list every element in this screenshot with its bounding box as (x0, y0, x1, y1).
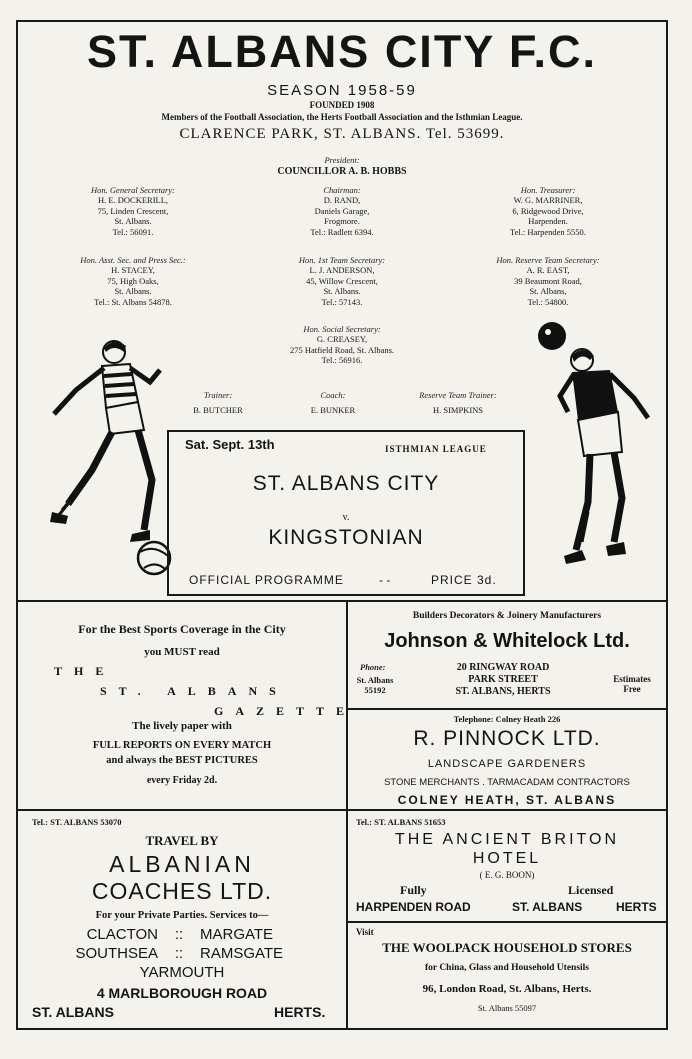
official-line: L. J. ANDERSON, (309, 265, 375, 275)
trainer-role: Reserve Team Trainer: (419, 390, 497, 400)
albanian-county: HERTS. (274, 1004, 326, 1020)
trainer-role: Trainer: (203, 390, 233, 400)
left-footballer-illustration (32, 330, 172, 580)
programme-page (16, 20, 668, 1030)
ancient-licensed: Licensed (568, 883, 614, 897)
ancient-owner: ( E. G. BOON) (479, 870, 535, 880)
woolpack-visit: Visit (356, 927, 374, 937)
official-line: W. G. MARRINER, (513, 195, 583, 205)
pinnock-advert (348, 710, 666, 809)
programme-price: PRICE 3d. (431, 573, 497, 587)
official-programme: OFFICIAL PROGRAMME (189, 573, 344, 587)
gazette-reports: FULL REPORTS ON EVERY MATCH (92, 740, 272, 751)
official-role: Hon. Reserve Team Secretary: (496, 255, 600, 265)
pinnock-tel: Telephone: Colney Heath 226 (453, 714, 561, 724)
johnson-address2: PARK STREET (468, 674, 538, 685)
official-line: 75, High Oaks, (107, 275, 159, 286)
official-line: H. E. DOCKERILL, (97, 195, 169, 205)
official-line: Harpenden. (528, 216, 568, 226)
johnson-estimates: Estimates Free (613, 674, 651, 694)
reserve-trainer (383, 390, 533, 416)
official-line: Tel.: St. Albans 54878. (94, 296, 172, 307)
official-line: H. STACEY, (111, 265, 155, 275)
destination-clacton: CLACTON (86, 926, 158, 943)
gazette-pictures: and always the BEST PICTURES (106, 755, 258, 766)
official-first-team-secretary (242, 255, 442, 307)
trainer-name: E. BUNKER (310, 405, 356, 415)
albanian-address: 4 MARLBOROUGH ROAD (96, 985, 268, 1001)
official-line: St. Albans. (114, 286, 152, 296)
gazette-line2: you MUST read (144, 646, 220, 658)
albanian-tel: Tel.: ST. ALBANS 53070 (32, 817, 122, 827)
pinnock-name: R. PINNOCK LTD. (413, 727, 601, 750)
home-team: ST. ALBANS CITY (252, 472, 440, 495)
official-reserve-secretary (448, 255, 648, 307)
official-line: 39 Beaumont Road, (514, 275, 582, 286)
members-line: Members of the Football Association, the Herts Football Association and the Isthmian League. (161, 112, 523, 122)
official-role: Hon. Social Secretary: (303, 324, 381, 334)
president-role: President: (324, 155, 360, 165)
official-line: St. Albans. (323, 286, 361, 296)
official-line: G. CREASEY, (316, 334, 368, 344)
johnson-phone-label: Phone: (360, 662, 386, 672)
johnson-trades: Builders Decorators & Joinery Manufacturers (412, 611, 602, 621)
ancient-road: HARPENDEN ROAD (356, 900, 471, 914)
official-line: Tel.: Radlett 6394. (310, 226, 374, 237)
woolpack-rule (348, 921, 666, 923)
johnson-whitelock-advert (348, 602, 666, 708)
match-date: Sat. Sept. 13th (185, 437, 275, 452)
trainer-name: B. BUTCHER (193, 405, 243, 415)
official-line: A. R. EAST, (526, 265, 570, 275)
johnson-address1: 20 RINGWAY ROAD (456, 662, 550, 673)
destination-separator: :: (174, 926, 184, 943)
ancient-name1: THE ANCIENT BRITON (394, 831, 620, 848)
johnson-name: Johnson & Whitelock Ltd. (384, 630, 630, 652)
ground-address: CLARENCE PARK, ST. ALBANS. Tel. 53699. (179, 126, 505, 142)
club-title: ST. ALBANS CITY F.C. (86, 26, 598, 77)
gazette-title: GAZETTE (214, 704, 357, 718)
right-footballer-illustration (530, 312, 660, 582)
woolpack-name: THE WOOLPACK HOUSEHOLD STORES (382, 940, 632, 955)
gazette-friday: every Friday 2d. (146, 775, 218, 786)
official-chairman (242, 185, 442, 237)
gazette-line1: For the Best Sports Coverage in the City (78, 622, 286, 636)
trainer-name: H. SIMPKINS (432, 405, 484, 415)
pinnock-sub: LANDSCAPE GARDENERS (427, 758, 587, 770)
official-line: Tel.: 54800. (527, 296, 569, 307)
official-line: 75, Linden Crescent, (97, 205, 169, 216)
season: SEASON 1958-59 (267, 82, 417, 99)
albanian-town: ST. ALBANS (32, 1004, 114, 1020)
official-role: Chairman: (323, 185, 361, 195)
official-role: Hon. 1st Team Secretary: (298, 255, 386, 265)
official-line: St. Albans, (529, 286, 567, 296)
dash-separator: - - (379, 573, 391, 587)
johnson-phone: St. Albans 55192 (356, 675, 394, 695)
destination-southsea: SOUTHSEA (75, 945, 158, 962)
official-line: Tel.: 57143. (321, 296, 363, 307)
woolpack-tel: St. Albans 55097 (477, 1003, 537, 1013)
ancient-county: HERTS (616, 900, 657, 914)
ancient-name2: HOTEL (472, 850, 542, 867)
destination-separator: :: (174, 945, 184, 962)
woolpack-for: for China, Glass and Household Utensils (424, 963, 589, 973)
founded: FOUNDED 1908 (309, 100, 375, 110)
official-treasurer (448, 185, 648, 237)
official-line: Tel.: 56916. (321, 355, 363, 365)
official-role: Hon. Treasurer: (520, 185, 576, 195)
albanian-private: For your Private Parties. Services to— (95, 910, 269, 921)
destination-ramsgate: RAMSGATE (200, 945, 284, 962)
woolpack-address: 96, London Road, St. Albans, Herts. (422, 983, 592, 995)
official-role: Hon. General Secretary: (91, 185, 175, 195)
official-press-secretary (33, 255, 233, 307)
ancient-town: ST. ALBANS (512, 900, 583, 914)
official-general-secretary (33, 185, 233, 237)
gazette-lively: The lively paper with (132, 720, 232, 732)
gazette-the: THE (54, 664, 116, 678)
official-line: Tel.: 56091. (112, 226, 154, 237)
president-name: COUNCILLOR A. B. HOBBS (277, 166, 407, 177)
albanian-coaches-advert (18, 811, 346, 1028)
official-line: Tel.: Harpenden 5550. (510, 226, 586, 237)
ancient-tel: Tel.: ST. ALBANS 51653 (356, 817, 446, 827)
ancient-fully: Fully (400, 883, 427, 897)
destination-yarmouth: YARMOUTH (139, 964, 225, 981)
albanian-name2: COACHES LTD. (91, 878, 273, 904)
match-box (167, 430, 525, 596)
gazette-advert (18, 602, 357, 808)
gazette-stalbans: ST. ALBANS (100, 684, 288, 698)
official-line: St. Albans. (114, 216, 152, 226)
albanian-name1: ALBANIAN (109, 851, 255, 877)
ancient-briton-advert (348, 811, 666, 1028)
pinnock-services: STONE MERCHANTS . TARMACADAM CONTRACTORS (384, 777, 630, 788)
pinnock-address: COLNEY HEATH, ST. ALBANS (397, 793, 617, 807)
destination-margate: MARGATE (200, 926, 274, 943)
official-line: 6, Ridgewood Drive, (512, 205, 584, 216)
away-team: KINGSTONIAN (268, 526, 424, 549)
match-league: ISTHMIAN LEAGUE (385, 444, 487, 454)
official-role: Hon. Asst. Sec. and Press Sec.: (80, 255, 186, 265)
versus: v. (342, 512, 350, 523)
trainer-role: Coach: (320, 390, 346, 400)
official-line: Frogmore. (324, 216, 360, 226)
albanian-travel: TRAVEL BY (145, 833, 219, 848)
official-line: D. RAND, (323, 195, 361, 205)
official-social-secretary (242, 324, 442, 366)
official-line: 275 Hatfield Road, St. Albans. (289, 344, 395, 355)
johnson-address3: ST. ALBANS, HERTS (455, 686, 551, 697)
official-line: 45, Willow Crescent, (306, 275, 378, 286)
official-line: Daniels Garage, (314, 205, 370, 216)
trainer (168, 390, 268, 416)
coach (283, 390, 383, 416)
